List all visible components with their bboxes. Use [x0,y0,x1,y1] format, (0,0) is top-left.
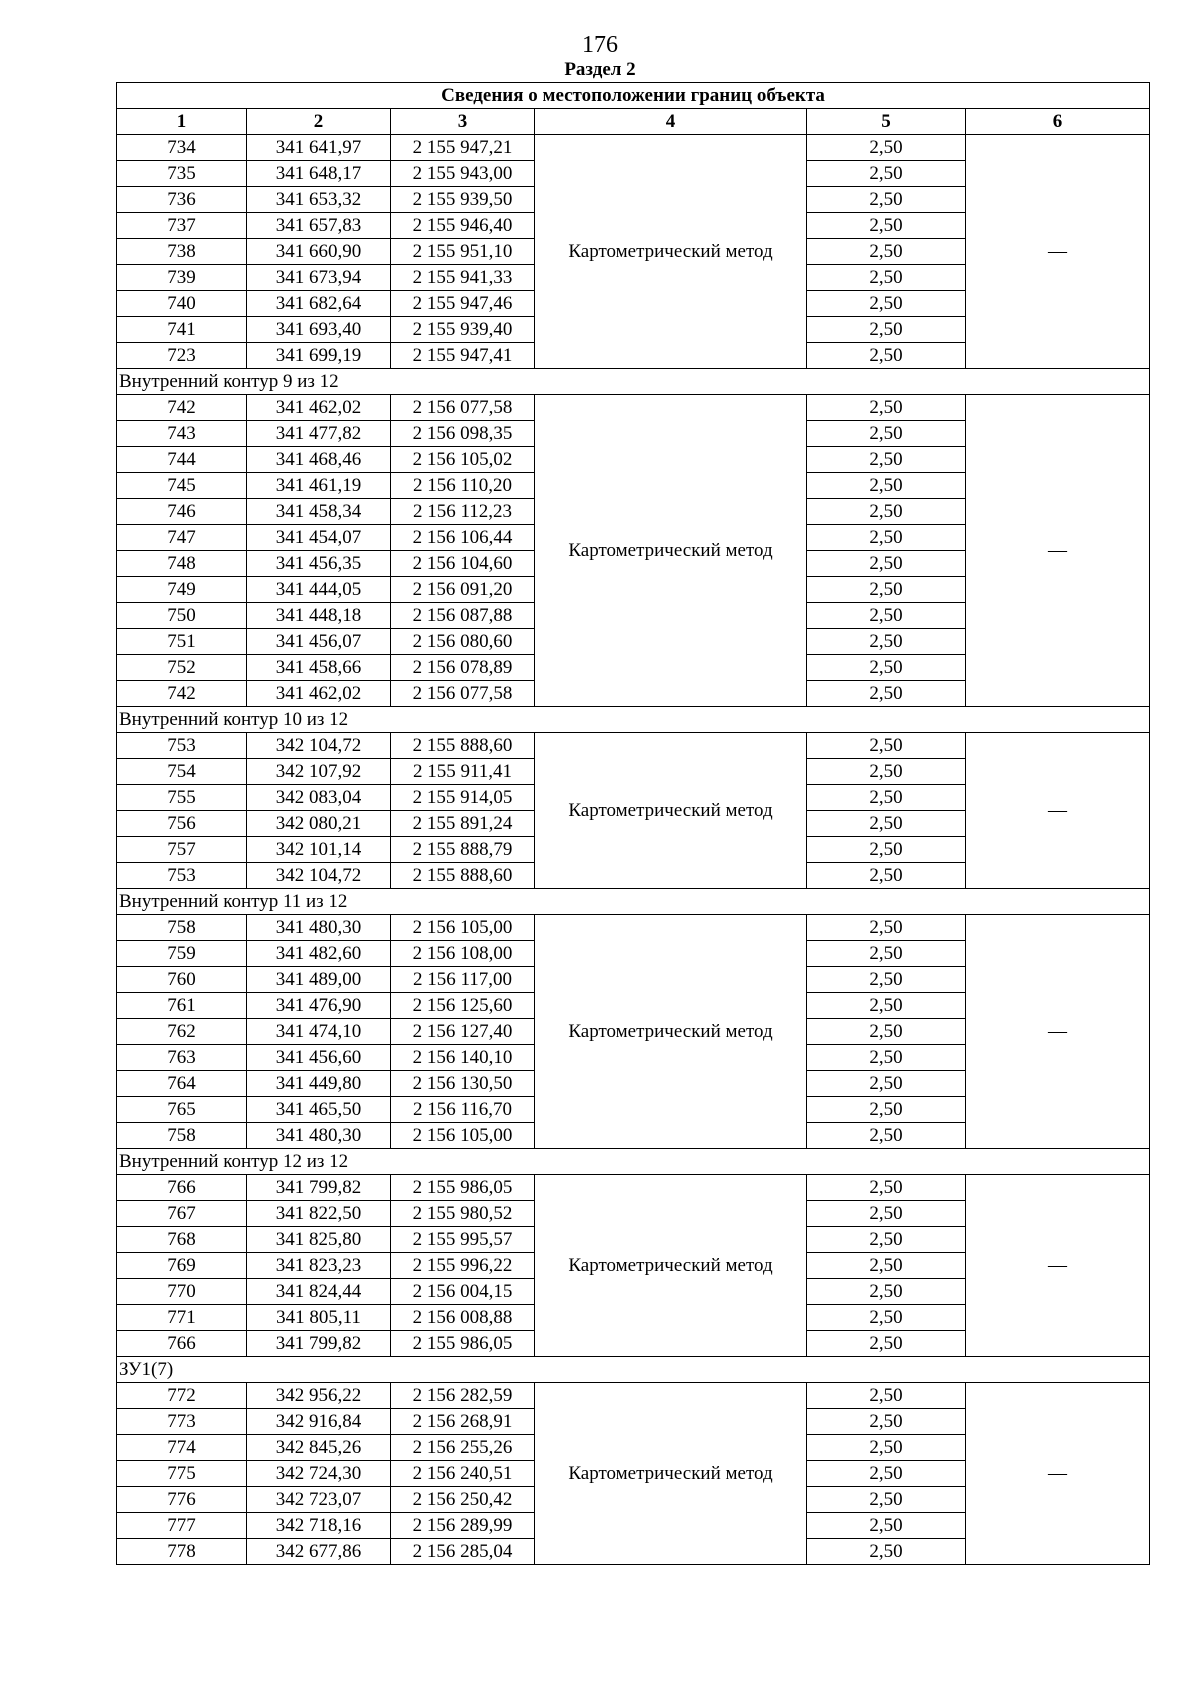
coordinate-x: 341 456,07 [247,629,391,655]
measurement-method: Картометрический метод [535,1383,807,1565]
point-number: 771 [117,1305,247,1331]
coordinate-x: 341 444,05 [247,577,391,603]
coordinate-y: 2 156 116,70 [391,1097,535,1123]
coordinate-y: 2 156 127,40 [391,1019,535,1045]
accuracy-value: 2,50 [807,941,966,967]
coordinate-y: 2 156 282,59 [391,1383,535,1409]
contour-label-row [117,889,1150,915]
point-number: 751 [117,629,247,655]
accuracy-value: 2,50 [807,655,966,681]
coordinate-y: 2 156 098,35 [391,421,535,447]
column-header: 6 [966,109,1150,135]
point-number: 746 [117,499,247,525]
point-number: 745 [117,473,247,499]
accuracy-value: 2,50 [807,1383,966,1409]
coordinate-x: 341 458,34 [247,499,391,525]
coordinate-x: 341 693,40 [247,317,391,343]
coordinate-y: 2 156 285,04 [391,1539,535,1565]
column-6-value: — [966,1175,1150,1357]
coordinate-y: 2 156 078,89 [391,655,535,681]
table-row [117,395,1150,421]
accuracy-value: 2,50 [807,421,966,447]
coordinate-x: 341 824,44 [247,1279,391,1305]
column-header: 5 [807,109,966,135]
coordinate-y: 2 155 980,52 [391,1201,535,1227]
table-title: Сведения о местоположении границ объекта [117,83,1150,109]
accuracy-value: 2,50 [807,837,966,863]
point-number: 776 [117,1487,247,1513]
point-number: 764 [117,1071,247,1097]
table-body [117,135,1150,1565]
coordinate-y: 2 156 240,51 [391,1461,535,1487]
coordinate-y: 2 155 995,57 [391,1227,535,1253]
coordinate-x: 341 699,19 [247,343,391,369]
point-number: 740 [117,291,247,317]
coordinate-y: 2 155 947,21 [391,135,535,161]
coordinate-x: 342 956,22 [247,1383,391,1409]
accuracy-value: 2,50 [807,1539,966,1565]
coordinate-x: 341 673,94 [247,265,391,291]
point-number: 774 [117,1435,247,1461]
point-number: 744 [117,447,247,473]
column-header: 4 [535,109,807,135]
accuracy-value: 2,50 [807,161,966,187]
accuracy-value: 2,50 [807,681,966,707]
point-number: 738 [117,239,247,265]
coordinate-y: 2 156 080,60 [391,629,535,655]
contour-label-row [117,707,1150,733]
accuracy-value: 2,50 [807,1305,966,1331]
point-number: 723 [117,343,247,369]
column-6-value: — [966,135,1150,369]
accuracy-value: 2,50 [807,395,966,421]
accuracy-value: 2,50 [807,551,966,577]
contour-label: Внутренний контур 11 из 12 [117,889,1150,915]
coordinate-y: 2 155 986,05 [391,1175,535,1201]
point-number: 761 [117,993,247,1019]
point-number: 778 [117,1539,247,1565]
column-header: 1 [117,109,247,135]
point-number: 772 [117,1383,247,1409]
accuracy-value: 2,50 [807,499,966,525]
coordinate-x: 341 449,80 [247,1071,391,1097]
point-number: 769 [117,1253,247,1279]
point-number: 768 [117,1227,247,1253]
coordinate-x: 342 718,16 [247,1513,391,1539]
coordinate-x: 341 448,18 [247,603,391,629]
coordinate-y: 2 156 105,00 [391,1123,535,1149]
coordinate-x: 341 641,97 [247,135,391,161]
coordinate-x: 341 480,30 [247,915,391,941]
point-number: 736 [117,187,247,213]
measurement-method: Картометрический метод [535,135,807,369]
point-number: 749 [117,577,247,603]
coordinate-x: 341 454,07 [247,525,391,551]
accuracy-value: 2,50 [807,1487,966,1513]
coordinate-y: 2 156 077,58 [391,681,535,707]
coordinate-x: 341 474,10 [247,1019,391,1045]
coordinate-y: 2 156 108,00 [391,941,535,967]
coordinate-y: 2 155 986,05 [391,1331,535,1357]
accuracy-value: 2,50 [807,1253,966,1279]
column-6-value: — [966,733,1150,889]
accuracy-value: 2,50 [807,759,966,785]
coordinate-y: 2 155 996,22 [391,1253,535,1279]
accuracy-value: 2,50 [807,629,966,655]
coordinate-x: 342 916,84 [247,1409,391,1435]
coordinate-x: 342 723,07 [247,1487,391,1513]
accuracy-value: 2,50 [807,1175,966,1201]
coordinate-x: 341 489,00 [247,967,391,993]
coordinate-y: 2 156 268,91 [391,1409,535,1435]
accuracy-value: 2,50 [807,317,966,343]
column-6-value: — [966,915,1150,1149]
accuracy-value: 2,50 [807,993,966,1019]
accuracy-value: 2,50 [807,187,966,213]
point-number: 742 [117,681,247,707]
accuracy-value: 2,50 [807,603,966,629]
accuracy-value: 2,50 [807,1019,966,1045]
coordinate-y: 2 156 117,00 [391,967,535,993]
coordinate-y: 2 156 106,44 [391,525,535,551]
section-label: Раздел 2 [564,59,636,80]
accuracy-value: 2,50 [807,213,966,239]
coordinate-x: 341 823,23 [247,1253,391,1279]
coordinate-x: 342 845,26 [247,1435,391,1461]
coordinate-y: 2 156 004,15 [391,1279,535,1305]
point-number: 773 [117,1409,247,1435]
coordinate-x: 341 822,50 [247,1201,391,1227]
point-number: 735 [117,161,247,187]
coordinate-y: 2 155 947,41 [391,343,535,369]
coordinate-x: 341 653,32 [247,187,391,213]
coordinate-y: 2 156 091,20 [391,577,535,603]
accuracy-value: 2,50 [807,447,966,473]
coordinate-x: 342 104,72 [247,863,391,889]
point-number: 758 [117,1123,247,1149]
coordinate-y: 2 155 951,10 [391,239,535,265]
coordinate-x: 341 482,60 [247,941,391,967]
coordinate-y: 2 156 110,20 [391,473,535,499]
coordinate-x: 341 458,66 [247,655,391,681]
coordinate-y: 2 156 105,00 [391,915,535,941]
coordinate-y: 2 155 914,05 [391,785,535,811]
page-number: 176 [582,32,618,58]
coordinate-y: 2 155 888,60 [391,863,535,889]
accuracy-value: 2,50 [807,915,966,941]
coordinate-x: 342 083,04 [247,785,391,811]
contour-label-row [117,1357,1150,1383]
coordinate-x: 341 462,02 [247,681,391,707]
coordinate-x: 341 462,02 [247,395,391,421]
coordinate-x: 341 660,90 [247,239,391,265]
coordinate-y: 2 156 289,99 [391,1513,535,1539]
coordinate-x: 341 461,19 [247,473,391,499]
accuracy-value: 2,50 [807,1097,966,1123]
coordinate-y: 2 156 077,58 [391,395,535,421]
coordinate-x: 341 648,17 [247,161,391,187]
coordinate-y: 2 156 250,42 [391,1487,535,1513]
coordinate-x: 341 476,90 [247,993,391,1019]
coordinate-y: 2 156 087,88 [391,603,535,629]
accuracy-value: 2,50 [807,577,966,603]
accuracy-value: 2,50 [807,1331,966,1357]
point-number: 741 [117,317,247,343]
coordinate-y: 2 156 140,10 [391,1045,535,1071]
measurement-method: Картометрический метод [535,915,807,1149]
coordinate-y: 2 155 939,50 [391,187,535,213]
coordinate-x: 342 080,21 [247,811,391,837]
accuracy-value: 2,50 [807,1435,966,1461]
coordinate-x: 341 657,83 [247,213,391,239]
point-number: 767 [117,1201,247,1227]
coordinate-x: 342 724,30 [247,1461,391,1487]
measurement-method: Картометрический метод [535,1175,807,1357]
coordinate-y: 2 156 105,02 [391,447,535,473]
contour-label: Внутренний контур 10 из 12 [117,707,1150,733]
coordinate-x: 342 107,92 [247,759,391,785]
point-number: 753 [117,733,247,759]
accuracy-value: 2,50 [807,343,966,369]
coordinate-y: 2 155 911,41 [391,759,535,785]
accuracy-value: 2,50 [807,1045,966,1071]
coordinate-y: 2 155 941,33 [391,265,535,291]
coordinate-y: 2 156 104,60 [391,551,535,577]
coordinate-x: 341 825,80 [247,1227,391,1253]
accuracy-value: 2,50 [807,525,966,551]
coordinate-x: 342 101,14 [247,837,391,863]
point-number: 775 [117,1461,247,1487]
accuracy-value: 2,50 [807,785,966,811]
coordinate-y: 2 155 947,46 [391,291,535,317]
contour-label: Внутренний контур 12 из 12 [117,1149,1150,1175]
point-number: 762 [117,1019,247,1045]
point-number: 777 [117,1513,247,1539]
table-row [117,1175,1150,1201]
coordinate-x: 341 477,82 [247,421,391,447]
accuracy-value: 2,50 [807,811,966,837]
coordinate-y: 2 155 891,24 [391,811,535,837]
accuracy-value: 2,50 [807,1513,966,1539]
accuracy-value: 2,50 [807,1279,966,1305]
table-row [117,135,1150,161]
point-number: 756 [117,811,247,837]
column-6-value: — [966,1383,1150,1565]
column-6-value: — [966,395,1150,707]
coordinate-x: 341 799,82 [247,1331,391,1357]
measurement-method: Картометрический метод [535,733,807,889]
point-number: 765 [117,1097,247,1123]
point-number: 734 [117,135,247,161]
accuracy-value: 2,50 [807,135,966,161]
accuracy-value: 2,50 [807,967,966,993]
point-number: 737 [117,213,247,239]
coordinate-x: 341 805,11 [247,1305,391,1331]
accuracy-value: 2,50 [807,291,966,317]
point-number: 752 [117,655,247,681]
point-number: 766 [117,1175,247,1201]
column-header: 3 [391,109,535,135]
point-number: 763 [117,1045,247,1071]
coordinate-y: 2 156 112,23 [391,499,535,525]
table-row [117,915,1150,941]
accuracy-value: 2,50 [807,863,966,889]
point-number: 748 [117,551,247,577]
point-number: 754 [117,759,247,785]
coordinate-x: 342 677,86 [247,1539,391,1565]
contour-label: ЗУ1(7) [117,1357,1150,1383]
accuracy-value: 2,50 [807,1461,966,1487]
contour-label: Внутренний контур 9 из 12 [117,369,1150,395]
coordinate-x: 342 104,72 [247,733,391,759]
point-number: 755 [117,785,247,811]
coordinate-y: 2 156 125,60 [391,993,535,1019]
accuracy-value: 2,50 [807,473,966,499]
coordinate-x: 341 468,46 [247,447,391,473]
accuracy-value: 2,50 [807,239,966,265]
coordinate-x: 341 456,35 [247,551,391,577]
coordinate-y: 2 155 888,79 [391,837,535,863]
coordinate-y: 2 156 130,50 [391,1071,535,1097]
coordinate-x: 341 456,60 [247,1045,391,1071]
point-number: 766 [117,1331,247,1357]
coordinate-y: 2 155 939,40 [391,317,535,343]
accuracy-value: 2,50 [807,1201,966,1227]
accuracy-value: 2,50 [807,1071,966,1097]
point-number: 770 [117,1279,247,1305]
coordinate-y: 2 155 888,60 [391,733,535,759]
table-row [117,733,1150,759]
coordinate-x: 341 682,64 [247,291,391,317]
contour-label-row [117,369,1150,395]
accuracy-value: 2,50 [807,733,966,759]
accuracy-value: 2,50 [807,1227,966,1253]
point-number: 758 [117,915,247,941]
coordinate-y: 2 155 946,40 [391,213,535,239]
coordinate-x: 341 799,82 [247,1175,391,1201]
boundary-coordinates-table [116,82,1150,1565]
point-number: 747 [117,525,247,551]
accuracy-value: 2,50 [807,265,966,291]
table-row [117,1383,1150,1409]
coordinate-y: 2 156 255,26 [391,1435,535,1461]
point-number: 757 [117,837,247,863]
point-number: 743 [117,421,247,447]
point-number: 750 [117,603,247,629]
coordinate-x: 341 480,30 [247,1123,391,1149]
point-number: 742 [117,395,247,421]
accuracy-value: 2,50 [807,1409,966,1435]
coordinate-x: 341 465,50 [247,1097,391,1123]
accuracy-value: 2,50 [807,1123,966,1149]
measurement-method: Картометрический метод [535,395,807,707]
contour-label-row [117,1149,1150,1175]
column-header: 2 [247,109,391,135]
coordinate-y: 2 155 943,00 [391,161,535,187]
coordinate-y: 2 156 008,88 [391,1305,535,1331]
point-number: 753 [117,863,247,889]
point-number: 759 [117,941,247,967]
point-number: 739 [117,265,247,291]
point-number: 760 [117,967,247,993]
